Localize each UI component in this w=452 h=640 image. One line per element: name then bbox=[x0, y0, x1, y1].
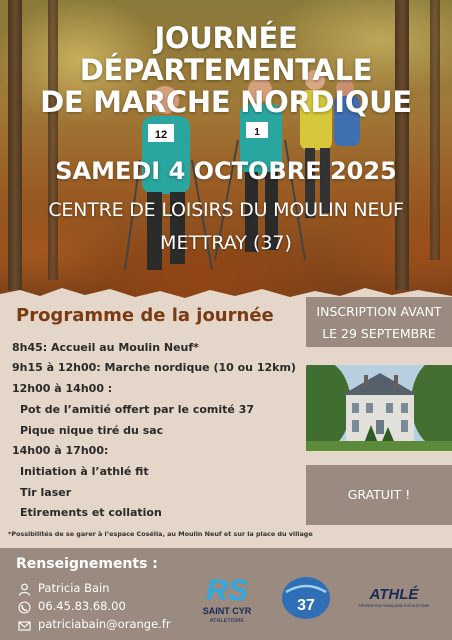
email-icon bbox=[18, 619, 31, 632]
title-line: DÉPARTEMENTALE bbox=[79, 53, 373, 87]
person-icon bbox=[18, 583, 31, 596]
event-venue: CENTRE DE LOISIRS DU MOULIN NEUF bbox=[48, 199, 404, 221]
ffa-athle-logo bbox=[354, 584, 434, 610]
program-title: Programme de la journée bbox=[16, 305, 274, 326]
registration-line: LE 29 SEPTEMBRE bbox=[322, 326, 436, 341]
phone-icon bbox=[18, 601, 31, 614]
program-item: Pique nique tiré du sac bbox=[20, 424, 164, 437]
program-item: 12h00 à 14h00 : bbox=[12, 382, 113, 395]
registration-line: INSCRIPTION AVANT bbox=[316, 304, 442, 319]
contact-name: Patricia Bain bbox=[38, 581, 110, 595]
svg-text:ATHLETISME: ATHLETISME bbox=[209, 618, 245, 624]
venue-photo bbox=[306, 365, 452, 451]
contact-phone[interactable]: 06.45.83.68.00 bbox=[38, 599, 126, 613]
title-line: DE MARCHE NORDIQUE bbox=[40, 85, 412, 119]
program-item: Etirements et collation bbox=[20, 506, 162, 519]
svg-text:SAINT CYR: SAINT CYR bbox=[202, 606, 252, 616]
race-bib-number: 1 bbox=[254, 127, 260, 138]
event-title bbox=[0, 22, 452, 118]
svg-text:ATHLÉ: ATHLÉ bbox=[369, 586, 419, 603]
program-item: Initiation à l’athlé fit bbox=[20, 465, 149, 478]
program-item: Tir laser bbox=[20, 486, 72, 499]
contact-title: Renseignements : bbox=[16, 556, 158, 572]
race-bib-number: 12 bbox=[154, 129, 168, 141]
event-date: SAMEDI 4 OCTOBRE 2025 bbox=[55, 157, 397, 185]
parking-note: *Possibilités de se garer à l’espace Cosélia, au Moulin Neuf et sur la place du village bbox=[8, 530, 313, 538]
event-city: METTRAY (37) bbox=[160, 232, 292, 254]
contact-email[interactable]: patriciabain@orange.fr bbox=[38, 617, 171, 631]
svg-text:FÉDÉRATION FRANÇAISE D’ATHLÉTI: FÉDÉRATION FRANÇAISE D’ATHLÉTISME bbox=[358, 604, 430, 608]
saint-cyr-athletisme-logo bbox=[198, 570, 256, 626]
title-line: JOURNÉE bbox=[154, 21, 298, 55]
svg-text:37: 37 bbox=[297, 597, 315, 614]
hero-photo bbox=[0, 0, 452, 300]
program-item: 8h45: Accueil au Moulin Neuf* bbox=[12, 341, 199, 354]
price-box: GRATUIT ! bbox=[306, 465, 452, 525]
program-item: 14h00 à 17h00: bbox=[12, 444, 109, 457]
comite-37-logo bbox=[280, 574, 332, 622]
program-item: Pot de l’amitié offert par le comité 37 bbox=[20, 403, 255, 416]
svg-text:RS: RS bbox=[206, 574, 248, 607]
program-item: 9h15 à 12h00: Marche nordique (10 ou 12km) bbox=[12, 361, 296, 374]
registration-deadline-box bbox=[306, 297, 452, 347]
